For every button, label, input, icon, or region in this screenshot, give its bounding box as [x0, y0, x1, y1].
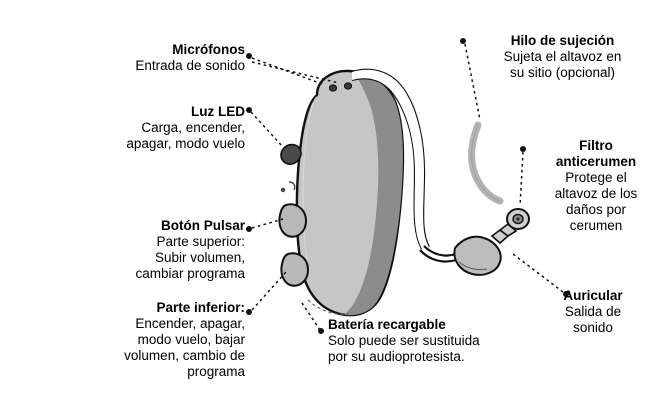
label-auricular: [528, 288, 658, 336]
label-boton-pulsar-title: Botón Pulsar: [160, 218, 245, 233]
hearing-aid-body: [279, 70, 403, 316]
label-microfonos-sub: Entrada de sonido: [135, 57, 245, 73]
label-boton-pulsar: [48, 218, 245, 282]
label-hilo-de-sujecion-title: Hilo de sujeción: [510, 33, 615, 48]
label-boton-pulsar-inferior-sub: Encender, apagar, modo vuelo, bajar volumen, cambio de programa: [124, 315, 245, 379]
push-button-upper-icon: [279, 204, 306, 236]
body-marking: [281, 182, 295, 192]
label-filtro-anticerumen-sub: Protege el altavoz de los daños por cerumen: [554, 169, 638, 233]
push-button-lower-icon: [281, 253, 308, 285]
label-hilo-de-sujecion-sub: Sujeta el altavoz en su sitio (opcional): [503, 48, 622, 80]
label-microfonos: [60, 42, 245, 74]
label-luz-led: [40, 104, 245, 152]
label-boton-pulsar-inferior: [38, 300, 245, 380]
label-auricular-title: Auricular: [563, 288, 623, 303]
label-bateria-recargable-sub: Solo puede ser sustituida por su audioprotesista.: [328, 332, 480, 364]
led-light-icon: [281, 145, 301, 165]
label-luz-led-title: Luz LED: [191, 104, 245, 119]
label-auricular-sub: Salida de sonido: [564, 303, 622, 335]
label-luz-led-sub: Carga, encender, apagar, modo vuelo: [126, 119, 245, 151]
retention-wire: [472, 125, 500, 201]
label-boton-pulsar-sub: Parte superior: Subir volumen, cambiar programa: [135, 233, 245, 281]
label-hilo-de-sujecion: [470, 33, 655, 81]
label-microfonos-title: Micrófonos: [172, 42, 245, 57]
receiver-and-dome: [454, 209, 529, 275]
label-bateria-recargable: [328, 317, 548, 365]
label-filtro-anticerumen: [530, 138, 662, 234]
wax-filter-dome-icon: [507, 209, 529, 229]
label-filtro-anticerumen-title: Filtro anticerumen: [555, 138, 637, 169]
label-bateria-recargable-title: Batería recargable: [328, 317, 446, 332]
label-boton-pulsar-inferior-title: Parte inferior:: [156, 300, 245, 315]
